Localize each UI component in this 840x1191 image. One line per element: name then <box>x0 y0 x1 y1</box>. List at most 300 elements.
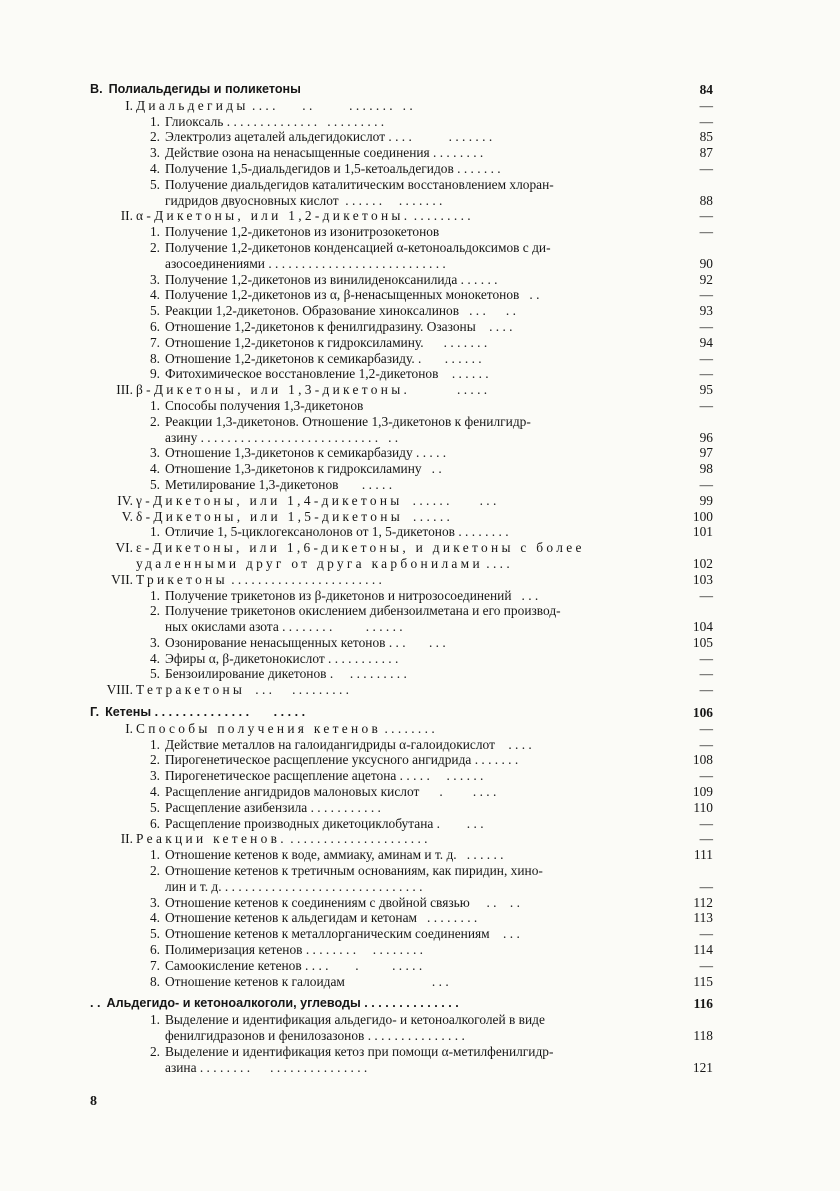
toc-section <box>90 705 713 721</box>
toc-leader-dots: . . . . . . . . . <box>402 492 497 508</box>
toc-page-number: — <box>699 397 713 413</box>
toc-entry-number: V. <box>121 508 133 524</box>
toc-page-number: 108 <box>692 752 713 768</box>
toc-leader-dots: . . . . . . <box>457 271 498 287</box>
toc-entry-label <box>90 366 679 382</box>
toc-page-number: 106 <box>692 705 713 721</box>
toc-page-number: 112 <box>693 894 713 910</box>
toc-entry-title: Отношение кетенов к воде, аммиаку, аминам и т. д. <box>165 847 457 863</box>
toc-page-number: — <box>699 97 713 113</box>
toc-item <box>90 366 713 382</box>
toc-leader-dots: . . . . . . . . . . . . . . . . . . . . . . . . . . . . . <box>197 429 399 445</box>
toc-leader-dots: . . . . . <box>410 382 488 398</box>
toc-item <box>90 224 713 240</box>
toc-entry-label <box>90 493 679 509</box>
toc-entry-title-cont: азина <box>165 1059 197 1075</box>
toc-entry-label <box>90 256 679 272</box>
toc-item <box>90 161 713 177</box>
toc-page-number: 88 <box>699 192 713 208</box>
toc-entry-title: Отношение кетенов к металлорганическим соединениям <box>165 926 490 942</box>
toc-entry-title: Отношение 1,2-дикетонов к гидроксиламину. <box>165 334 424 350</box>
toc-item <box>90 445 713 461</box>
toc-entry-label <box>90 240 679 256</box>
toc-leader-dots: . . . . . . . . . . . . . . . . . . . . . . . . . . . <box>264 255 446 271</box>
toc-entry-label <box>90 619 679 635</box>
toc-entry-title: α-Дикетоны, или 1,2-дикетоны. <box>136 208 411 224</box>
toc-entry-title: Получение 1,2-дикетонов конденсацией α-кетоноальдоксимов с ди- <box>165 239 551 255</box>
toc-entry-label <box>90 588 679 604</box>
toc-entry-number: В. <box>90 82 103 96</box>
toc-page-number: 109 <box>692 784 713 800</box>
toc-entry-continuation <box>90 193 713 209</box>
toc-entry-number: 4. <box>149 784 160 800</box>
toc-chapter <box>90 98 713 114</box>
toc-entry-label <box>90 114 679 130</box>
toc-entry-number: 1. <box>149 736 160 752</box>
toc-item <box>90 800 713 816</box>
toc-entry-label <box>90 414 679 430</box>
toc-entry-title: Реакции 1,3-дикетонов. Отношение 1,3-дикетонов к фенилгидр- <box>165 413 531 429</box>
toc-entry-label <box>90 895 679 911</box>
toc-page-number: 118 <box>693 1028 713 1044</box>
toc-entry-label <box>90 1028 679 1044</box>
toc-entry-title: Отношение 1,3-дикетонов к семикарбазиду <box>165 445 413 461</box>
toc-leader-dots: . . . . . . . . . . . . . . . . . . . . . . . <box>223 113 385 129</box>
toc-entry-title: Полимеризация кетенов <box>165 942 303 958</box>
toc-leader-dots: . . . . . . . . . . . . . . . . <box>302 942 423 958</box>
toc-entry-title: Расщепление азибензила <box>165 799 308 815</box>
toc-leader-dots: . . . . . . . <box>414 350 482 366</box>
toc-entry-label <box>90 651 679 667</box>
toc-entry-continuation <box>90 256 713 272</box>
toc-entry-label <box>90 752 679 768</box>
toc-entry-title-cont: азину <box>165 429 198 445</box>
toc-entry-title: Получение 1,2-дикетонов из α, β-ненасыщенных монокетонов <box>165 287 520 303</box>
toc-item <box>90 524 713 540</box>
toc-page-number: — <box>699 224 713 240</box>
toc-leader-dots: . . . . . . . . . <box>410 208 471 224</box>
toc-item <box>90 847 713 863</box>
toc-entry-label <box>90 224 679 240</box>
toc-page-number: 93 <box>699 303 713 319</box>
toc-entry-title: Кетены <box>105 705 152 720</box>
toc-entry-number: III. <box>116 382 133 398</box>
toc-item <box>90 816 713 832</box>
toc-page-number: — <box>699 957 713 973</box>
toc-item <box>90 319 713 335</box>
toc-entry-number: 2. <box>149 863 160 879</box>
toc-page-number: — <box>699 720 713 736</box>
toc-leader-dots: . . . <box>511 587 539 603</box>
toc-page-number: 99 <box>699 492 713 508</box>
toc-entry-title: Реакции 1,2-дикетонов. Образование хиноксалинов <box>165 303 460 319</box>
toc-entry-number: 6. <box>149 815 160 831</box>
toc-page-number: 96 <box>699 429 713 445</box>
toc-leader-dots: . . . . . . . . . . . <box>307 799 381 815</box>
toc-page-number: 101 <box>692 524 713 540</box>
toc-entry-label <box>90 1060 679 1076</box>
toc-entry-label <box>90 721 679 737</box>
toc-entry-number: 1. <box>149 1012 160 1028</box>
toc-page-number: — <box>699 768 713 784</box>
toc-item <box>90 942 713 958</box>
toc-entry-number: 5. <box>149 176 160 192</box>
toc-entry-number: 5. <box>149 926 160 942</box>
toc-page-number: 100 <box>692 508 713 524</box>
toc-chapter <box>90 572 713 588</box>
toc-leader-dots: . . . . . . <box>438 366 489 382</box>
toc-section <box>90 82 713 98</box>
toc-entry-title: Отношение кетенов к альдегидам и кетонам <box>165 910 417 926</box>
toc-leader-dots: . . . . . . . . . . . . . . . <box>248 97 413 113</box>
toc-entry-number: 6. <box>149 942 160 958</box>
toc-entry-number: 1. <box>149 113 160 129</box>
toc-page-number: — <box>699 160 713 176</box>
toc-item <box>90 335 713 351</box>
toc-leader-dots: . . . . . . . . . . . . . . . . . . . . . . . <box>227 571 382 587</box>
toc-entry-label <box>90 958 679 974</box>
toc-leader-dots: . . <box>519 287 540 303</box>
toc-entry-label <box>90 319 679 335</box>
toc-entry-label <box>90 666 679 682</box>
toc-item <box>90 145 713 161</box>
toc-entry-title: Отношение 1,3-дикетонов к гидроксиламину <box>165 461 422 477</box>
toc-leader-dots: . . <box>421 461 442 477</box>
toc-chapter <box>90 493 713 509</box>
toc-item <box>90 974 713 990</box>
toc-page-number: — <box>699 666 713 682</box>
toc-entry-number: 8. <box>149 973 160 989</box>
toc-entry-label <box>90 351 679 367</box>
toc-entry-number: 2. <box>149 752 160 768</box>
toc-entry-number: I. <box>125 720 133 736</box>
toc-entry-title: Глиоксаль <box>165 113 224 129</box>
toc-entry-title: Способы получения кетенов <box>136 720 382 736</box>
toc-entry-title-cont: азосоединениями <box>165 255 265 271</box>
toc-entry-number: 3. <box>149 634 160 650</box>
toc-page-number: 116 <box>693 996 713 1012</box>
toc-page-number: — <box>699 287 713 303</box>
toc-page-number: — <box>699 831 713 847</box>
toc-entry-number: 2. <box>149 413 160 429</box>
toc-entry-label <box>90 863 679 879</box>
toc-entry-label <box>90 784 679 800</box>
toc-page-number: — <box>699 113 713 129</box>
toc-leader-dots: . . . . . <box>459 303 516 319</box>
toc-entry-number: 5. <box>149 476 160 492</box>
toc-entry-number: 1. <box>149 847 160 863</box>
toc-leader-dots: . . . . <box>433 815 484 831</box>
toc-entry-number: 7. <box>149 334 160 350</box>
toc-entry-number: 2. <box>149 239 160 255</box>
toc-entry-title: Фитохимическое восстановление 1,2-дикетонов <box>165 366 439 382</box>
toc-leader-dots: . . . . . . . . . . . <box>385 129 493 145</box>
toc-leader-dots: . . . . . . . . . . <box>326 666 407 682</box>
toc-entry-number: 8. <box>149 350 160 366</box>
toc-entry-label <box>90 509 679 525</box>
toc-item <box>90 666 713 682</box>
toc-page-number: 104 <box>692 619 713 635</box>
toc-entry-label <box>90 193 679 209</box>
toc-entry-label <box>90 461 679 477</box>
toc-leader-dots: . . . . . . . <box>423 334 488 350</box>
toc-entry-title: Озонирование ненасыщенных кетонов <box>165 634 386 650</box>
toc-entry-label <box>90 272 679 288</box>
toc-entry-label <box>90 335 679 351</box>
toc-leader-dots: . . . . . . . . . . . . . . <box>360 996 459 1011</box>
toc-leader-dots: . . . . <box>482 555 510 571</box>
toc-item <box>90 461 713 477</box>
toc-chapter <box>90 721 713 737</box>
toc-page-number: 115 <box>693 973 713 989</box>
toc-page-number: 121 <box>692 1059 713 1075</box>
toc-item <box>90 129 713 145</box>
toc-leader-dots: . . . . . . . . <box>454 524 509 540</box>
toc-page-number: 102 <box>692 555 713 571</box>
toc-entry-number: 1. <box>149 587 160 603</box>
toc-entry-number: II. <box>120 831 133 847</box>
toc-entry-number: 1. <box>149 397 160 413</box>
toc-entry-number: 6. <box>149 318 160 334</box>
toc-entry-title: Трикетоны <box>136 571 228 587</box>
toc-chapter <box>90 382 713 398</box>
toc-entry-label <box>90 445 679 461</box>
toc-entry-label <box>90 382 679 398</box>
toc-entry-title: Самоокисление кетенов <box>165 957 302 973</box>
toc-item <box>90 635 713 651</box>
toc-item <box>90 910 713 926</box>
toc-entry-title: Выделение и идентификация альдегидо- и кетоноалкоголей в виде <box>165 1012 545 1028</box>
toc-chapter <box>90 509 713 525</box>
toc-entry-number: 3. <box>149 445 160 461</box>
toc-page-number: 92 <box>699 271 713 287</box>
toc-entry-title: Расщепление ангидридов малоновых кислот <box>165 784 420 800</box>
toc-leader-dots: . . . . . <box>412 445 447 461</box>
toc-page-number: 114 <box>693 942 713 958</box>
toc-leader-dots: . . . . . . . . . . . . . . . . . . . <box>151 705 306 720</box>
toc-page-number: 94 <box>699 334 713 350</box>
toc-leader-dots: . . . . <box>475 318 513 334</box>
toc-item <box>90 287 713 303</box>
toc-page-number: 110 <box>693 799 713 815</box>
toc-page-number: — <box>699 208 713 224</box>
toc-entry-label <box>90 682 679 698</box>
toc-entry-number: 4. <box>149 650 160 666</box>
toc-leader-dots: . . . . . . . <box>471 752 519 768</box>
toc-entry-title: Отношение 1,2-дикетонов к фенилгидразину. Озазоны <box>165 318 476 334</box>
toc-leader-dots: . . . . . . . . . . . . . . . . . . . . . . . <box>196 1059 368 1075</box>
toc-entry-label <box>90 540 679 556</box>
toc-item <box>90 303 713 319</box>
toc-item <box>90 240 713 256</box>
toc-entry-title: Реакции кетенов. <box>136 831 287 847</box>
toc-entry-title: Получение 1,2-дикетонов из изонитрозокетонов <box>165 224 440 240</box>
toc-leader-dots: . . . . . . . <box>453 160 501 176</box>
toc-item <box>90 752 713 768</box>
toc-entry-label <box>90 705 679 721</box>
toc-page-number: 113 <box>693 910 713 926</box>
toc-entry-title: γ-Дикетоны, или 1,4-дикетоны <box>136 492 403 508</box>
toc-entry-label <box>90 926 679 942</box>
toc-page-number: 98 <box>699 461 713 477</box>
toc-entry-title: Получение 1,5-диальдегидов и 1,5-кетоальдегидов <box>165 160 454 176</box>
toc-entry-number: 2. <box>149 603 160 619</box>
toc-item <box>90 603 713 619</box>
toc-page-number: — <box>699 926 713 942</box>
toc-entry-continuation <box>90 619 713 635</box>
toc-entry-title: Тетракетоны <box>136 682 246 698</box>
toc-entry-label <box>90 477 679 493</box>
toc-leader-dots: . . . . . . . . . . . . . <box>338 192 443 208</box>
toc-entry-number: 5. <box>149 666 160 682</box>
toc-item <box>90 1012 713 1028</box>
toc-leader-dots: . . . <box>344 973 449 989</box>
toc-entry-title: Бензоилирование дикетонов <box>165 666 327 682</box>
toc-entry-number: 3. <box>149 145 160 161</box>
toc-entry-label <box>90 910 679 926</box>
toc-entry-title-cont: ных окислами азота <box>165 619 279 635</box>
toc-entry-title: Действие металлов на галоидангидриды α-галоидокислот <box>165 736 495 752</box>
toc-leader-dots: . . . . . . . . . . . . . . <box>278 619 403 635</box>
toc-chapter <box>90 682 713 698</box>
toc-page-number: 87 <box>699 145 713 161</box>
toc-entry-label <box>90 177 679 193</box>
toc-item <box>90 588 713 604</box>
toc-entry-title: Диальдегиды <box>136 97 249 113</box>
toc-item <box>90 1044 713 1060</box>
toc-page-number: — <box>699 682 713 698</box>
toc-entry-continuation <box>90 556 713 572</box>
toc-entry-number: 2. <box>149 129 160 145</box>
toc-entry-label <box>90 287 679 303</box>
toc-entry-label <box>90 129 679 145</box>
toc-item <box>90 926 713 942</box>
toc-page-number: — <box>699 476 713 492</box>
toc-item <box>90 651 713 667</box>
toc-entry-label <box>90 847 679 863</box>
toc-entry-label <box>90 430 679 446</box>
toc-entry-label <box>90 942 679 958</box>
toc-entry-number: VIII. <box>106 682 133 698</box>
toc-leader-dots: . . . . . . . . . . . <box>396 768 484 784</box>
toc-entry-title: δ-Дикетоны, или 1,5-дикетоны <box>136 508 404 524</box>
toc-page-number: 95 <box>699 382 713 398</box>
toc-entry-label <box>90 768 679 784</box>
toc-entry-number: IV. <box>117 492 133 508</box>
toc-leader-dots: . . . . . . . . . . . <box>324 650 399 666</box>
toc-entry-number: 3. <box>149 894 160 910</box>
toc-entry-title: Полиальдегиды и поликетоны <box>108 82 301 96</box>
toc-leader-dots: . . . . . . . . . . . . . . . . . . . . . <box>286 831 428 847</box>
toc-entry-number: 4. <box>149 160 160 176</box>
toc-entry-title: Отношение кетенов к галоидам <box>165 973 345 989</box>
toc-entry-number: 5. <box>149 303 160 319</box>
toc-entry-title: Отношение кетенов к соединениям с двойной связью <box>165 894 470 910</box>
toc-entry-title: Расщепление производных дикетоциклобутана <box>165 815 434 831</box>
toc-item <box>90 114 713 130</box>
toc-entry-title: Отношение кетенов к третичным основаниям, как пиридин, хино- <box>165 863 543 879</box>
toc-entry-title: Пирогенетическое расщепление ацетона <box>165 768 397 784</box>
toc-leader-dots: . . . . . . . . <box>381 720 435 736</box>
toc-entry-number: VII. <box>111 571 133 587</box>
toc-item <box>90 895 713 911</box>
toc-entry-title: Выделение и идентификация кетоз при помощи α-метилфенилгидр- <box>165 1043 554 1059</box>
toc-entry-number: 2. <box>149 1043 160 1059</box>
toc-page-number: — <box>699 587 713 603</box>
toc-entry-title-cont: фенилгидразонов и фенилозазонов <box>165 1028 365 1044</box>
toc-entry-number: 9. <box>149 366 160 382</box>
toc-entry-label <box>90 398 679 414</box>
toc-leader-dots: . . . . . . . . . . . . <box>245 682 349 698</box>
toc-page-number: — <box>699 736 713 752</box>
toc-entry-label <box>90 303 679 319</box>
toc-leader-dots: . . . . . . . . <box>429 145 484 161</box>
toc-entry-title: Получение 1,2-дикетонов из винилиденоксанилида <box>165 271 458 287</box>
toc-entry-label <box>90 996 679 1012</box>
toc-page-number: — <box>699 650 713 666</box>
toc-entry-number: 3. <box>149 271 160 287</box>
toc-entry-label <box>90 1044 679 1060</box>
toc-entry-title: β-Дикетоны, или 1,3-дикетоны. <box>136 382 411 398</box>
toc-page-number: — <box>699 878 713 894</box>
toc-item <box>90 177 713 193</box>
page-number: 8 <box>90 1094 97 1109</box>
toc-page-number: — <box>699 350 713 366</box>
toc-item <box>90 958 713 974</box>
toc-leader-dots: . . . . . . . . . . . . . . . . . . . . . . . . . . . . . . <box>221 878 423 894</box>
toc-entry-title: Метилирование 1,3-дикетонов <box>165 476 339 492</box>
toc-entry-label <box>90 572 679 588</box>
toc-entry-number: 4. <box>149 461 160 477</box>
toc-entry-number: 1. <box>149 524 160 540</box>
toc-leader-dots: . . . . . . <box>456 847 504 863</box>
toc-entry-title: Электролиз ацеталей альдегидокислот <box>165 129 386 145</box>
toc-entry-title: Пирогенетическое расщепление уксусного ангидрида <box>165 752 472 768</box>
toc-entry-title-cont: лин и т. д. <box>165 878 222 894</box>
toc-entry-title: ε-Дикетоны, или 1,6-дикетоны, и дикетоны с более <box>136 540 585 556</box>
toc-entry-title: Получение диальдегидов каталитическим восстановлением хлоран- <box>165 176 554 192</box>
toc-entry-number: I. <box>125 97 133 113</box>
toc-entry-label <box>90 603 679 619</box>
toc-item <box>90 477 713 493</box>
toc-entry-continuation <box>90 430 713 446</box>
toc-page-number: 103 <box>692 571 713 587</box>
toc-chapter <box>90 208 713 224</box>
toc-entry-number: 1. <box>149 224 160 240</box>
toc-leader-dots: . . . . . <box>419 784 497 800</box>
toc-entry-label <box>90 879 679 895</box>
toc-page-number: — <box>699 366 713 382</box>
toc-section <box>90 996 713 1012</box>
toc-entry-label <box>90 98 679 114</box>
toc-entry-label <box>90 737 679 753</box>
toc-entry-title: Отношение 1,2-дикетонов к семикарбазиду. <box>165 350 415 366</box>
toc-item <box>90 784 713 800</box>
toc-entry-number: . . <box>90 996 101 1011</box>
toc-entry-title: Альдегидо- и кетоноалкоголи, углеводы <box>106 996 361 1011</box>
toc-entry-label <box>90 974 679 990</box>
toc-entry-title: Действие озона на ненасыщенные соединения <box>165 145 430 161</box>
toc-entry-title: Получение трикетонов окислением дибензоилметана и его производ- <box>165 603 561 619</box>
toc-entry-title: Получение трикетонов из β-дикетонов и нитрозосоединений <box>165 587 512 603</box>
toc-leader-dots: . . . . . <box>338 476 393 492</box>
toc-entry-label <box>90 816 679 832</box>
toc-entry-title: Способы получения 1,3-дикетонов <box>165 397 364 413</box>
section-gap <box>90 989 713 996</box>
toc-entry-number: Г. <box>90 705 100 720</box>
toc-entry-number: VI. <box>115 540 133 556</box>
toc-item <box>90 272 713 288</box>
